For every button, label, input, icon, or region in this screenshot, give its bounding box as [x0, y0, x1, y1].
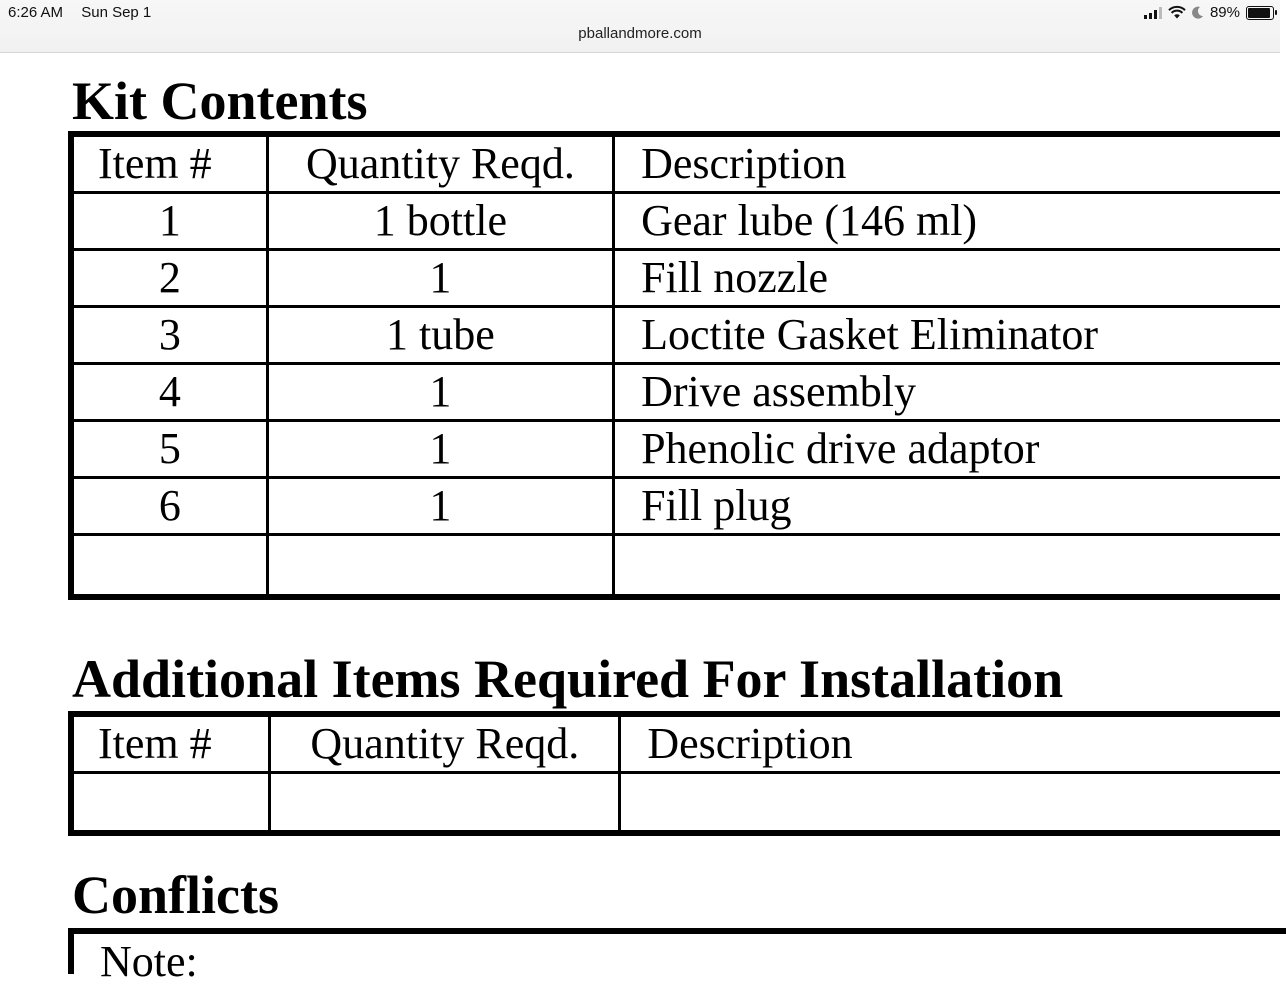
- cell-description: Fill nozzle: [614, 250, 1280, 307]
- battery-icon: [1246, 6, 1274, 20]
- moon-icon: [1192, 6, 1204, 19]
- table-row: [71, 478, 1280, 535]
- table-row: [71, 250, 1280, 307]
- table-row: [71, 421, 1280, 478]
- cell-item-number: 4: [71, 364, 267, 421]
- cell-quantity: 1: [267, 421, 613, 478]
- additional-items-table: [68, 711, 1280, 836]
- cell-item-number: [71, 773, 270, 834]
- header-item-number: Item #: [71, 134, 267, 193]
- wifi-icon: [1168, 6, 1186, 19]
- conflicts-note-box: [68, 928, 1286, 986]
- cell-item-number: 3: [71, 307, 267, 364]
- cell-quantity: [270, 773, 620, 834]
- cell-description: [614, 535, 1280, 598]
- header-quantity: Quantity Reqd.: [270, 714, 620, 773]
- cell-item-number: 5: [71, 421, 267, 478]
- table-row-empty: [71, 773, 1280, 834]
- cell-description: Fill plug: [614, 478, 1280, 535]
- kit-contents-table: [68, 131, 1280, 600]
- header-description: Description: [614, 134, 1280, 193]
- cell-description: Gear lube (146 ml): [614, 193, 1280, 250]
- status-left: [8, 4, 165, 21]
- cell-quantity: 1 bottle: [267, 193, 613, 250]
- cell-quantity: [267, 535, 613, 598]
- table-row: [71, 193, 1280, 250]
- table-row: [71, 307, 1280, 364]
- status-right: [1144, 4, 1274, 21]
- table-row: [71, 364, 1280, 421]
- cell-description: Phenolic drive adaptor: [614, 421, 1280, 478]
- status-time: 6:26 AM: [8, 4, 64, 21]
- table-header-row: [71, 134, 1280, 193]
- status-bar: [0, 0, 1280, 53]
- header-description: Description: [620, 714, 1280, 773]
- cell-description: Drive assembly: [614, 364, 1280, 421]
- cell-quantity: 1: [267, 364, 613, 421]
- table-header-row: [71, 714, 1280, 773]
- header-quantity: Quantity Reqd.: [267, 134, 613, 193]
- note-label: Note:: [100, 937, 198, 986]
- conflicts-heading: Conflicts: [72, 865, 279, 925]
- cell-quantity: 1: [267, 478, 613, 535]
- cell-item-number: 2: [71, 250, 267, 307]
- kit-contents-heading: Kit Contents: [72, 71, 368, 131]
- cellular-signal-icon: [1144, 7, 1162, 19]
- battery-percent: 89%: [1209, 4, 1240, 21]
- table-row-empty: [71, 535, 1280, 598]
- cell-item-number: 6: [71, 478, 267, 535]
- additional-items-heading: Additional Items Required For Installation: [72, 649, 1064, 709]
- cell-item-number: 1: [71, 193, 267, 250]
- header-item-number: Item #: [71, 714, 270, 773]
- status-date: Sun Sep 1: [81, 4, 152, 21]
- cell-quantity: 1 tube: [267, 307, 613, 364]
- cell-item-number: [71, 535, 267, 598]
- cell-quantity: 1: [267, 250, 613, 307]
- address-bar-url[interactable]: pballandmore.com: [578, 25, 702, 42]
- cell-description: Loctite Gasket Eliminator: [614, 307, 1280, 364]
- cell-description: [620, 773, 1280, 834]
